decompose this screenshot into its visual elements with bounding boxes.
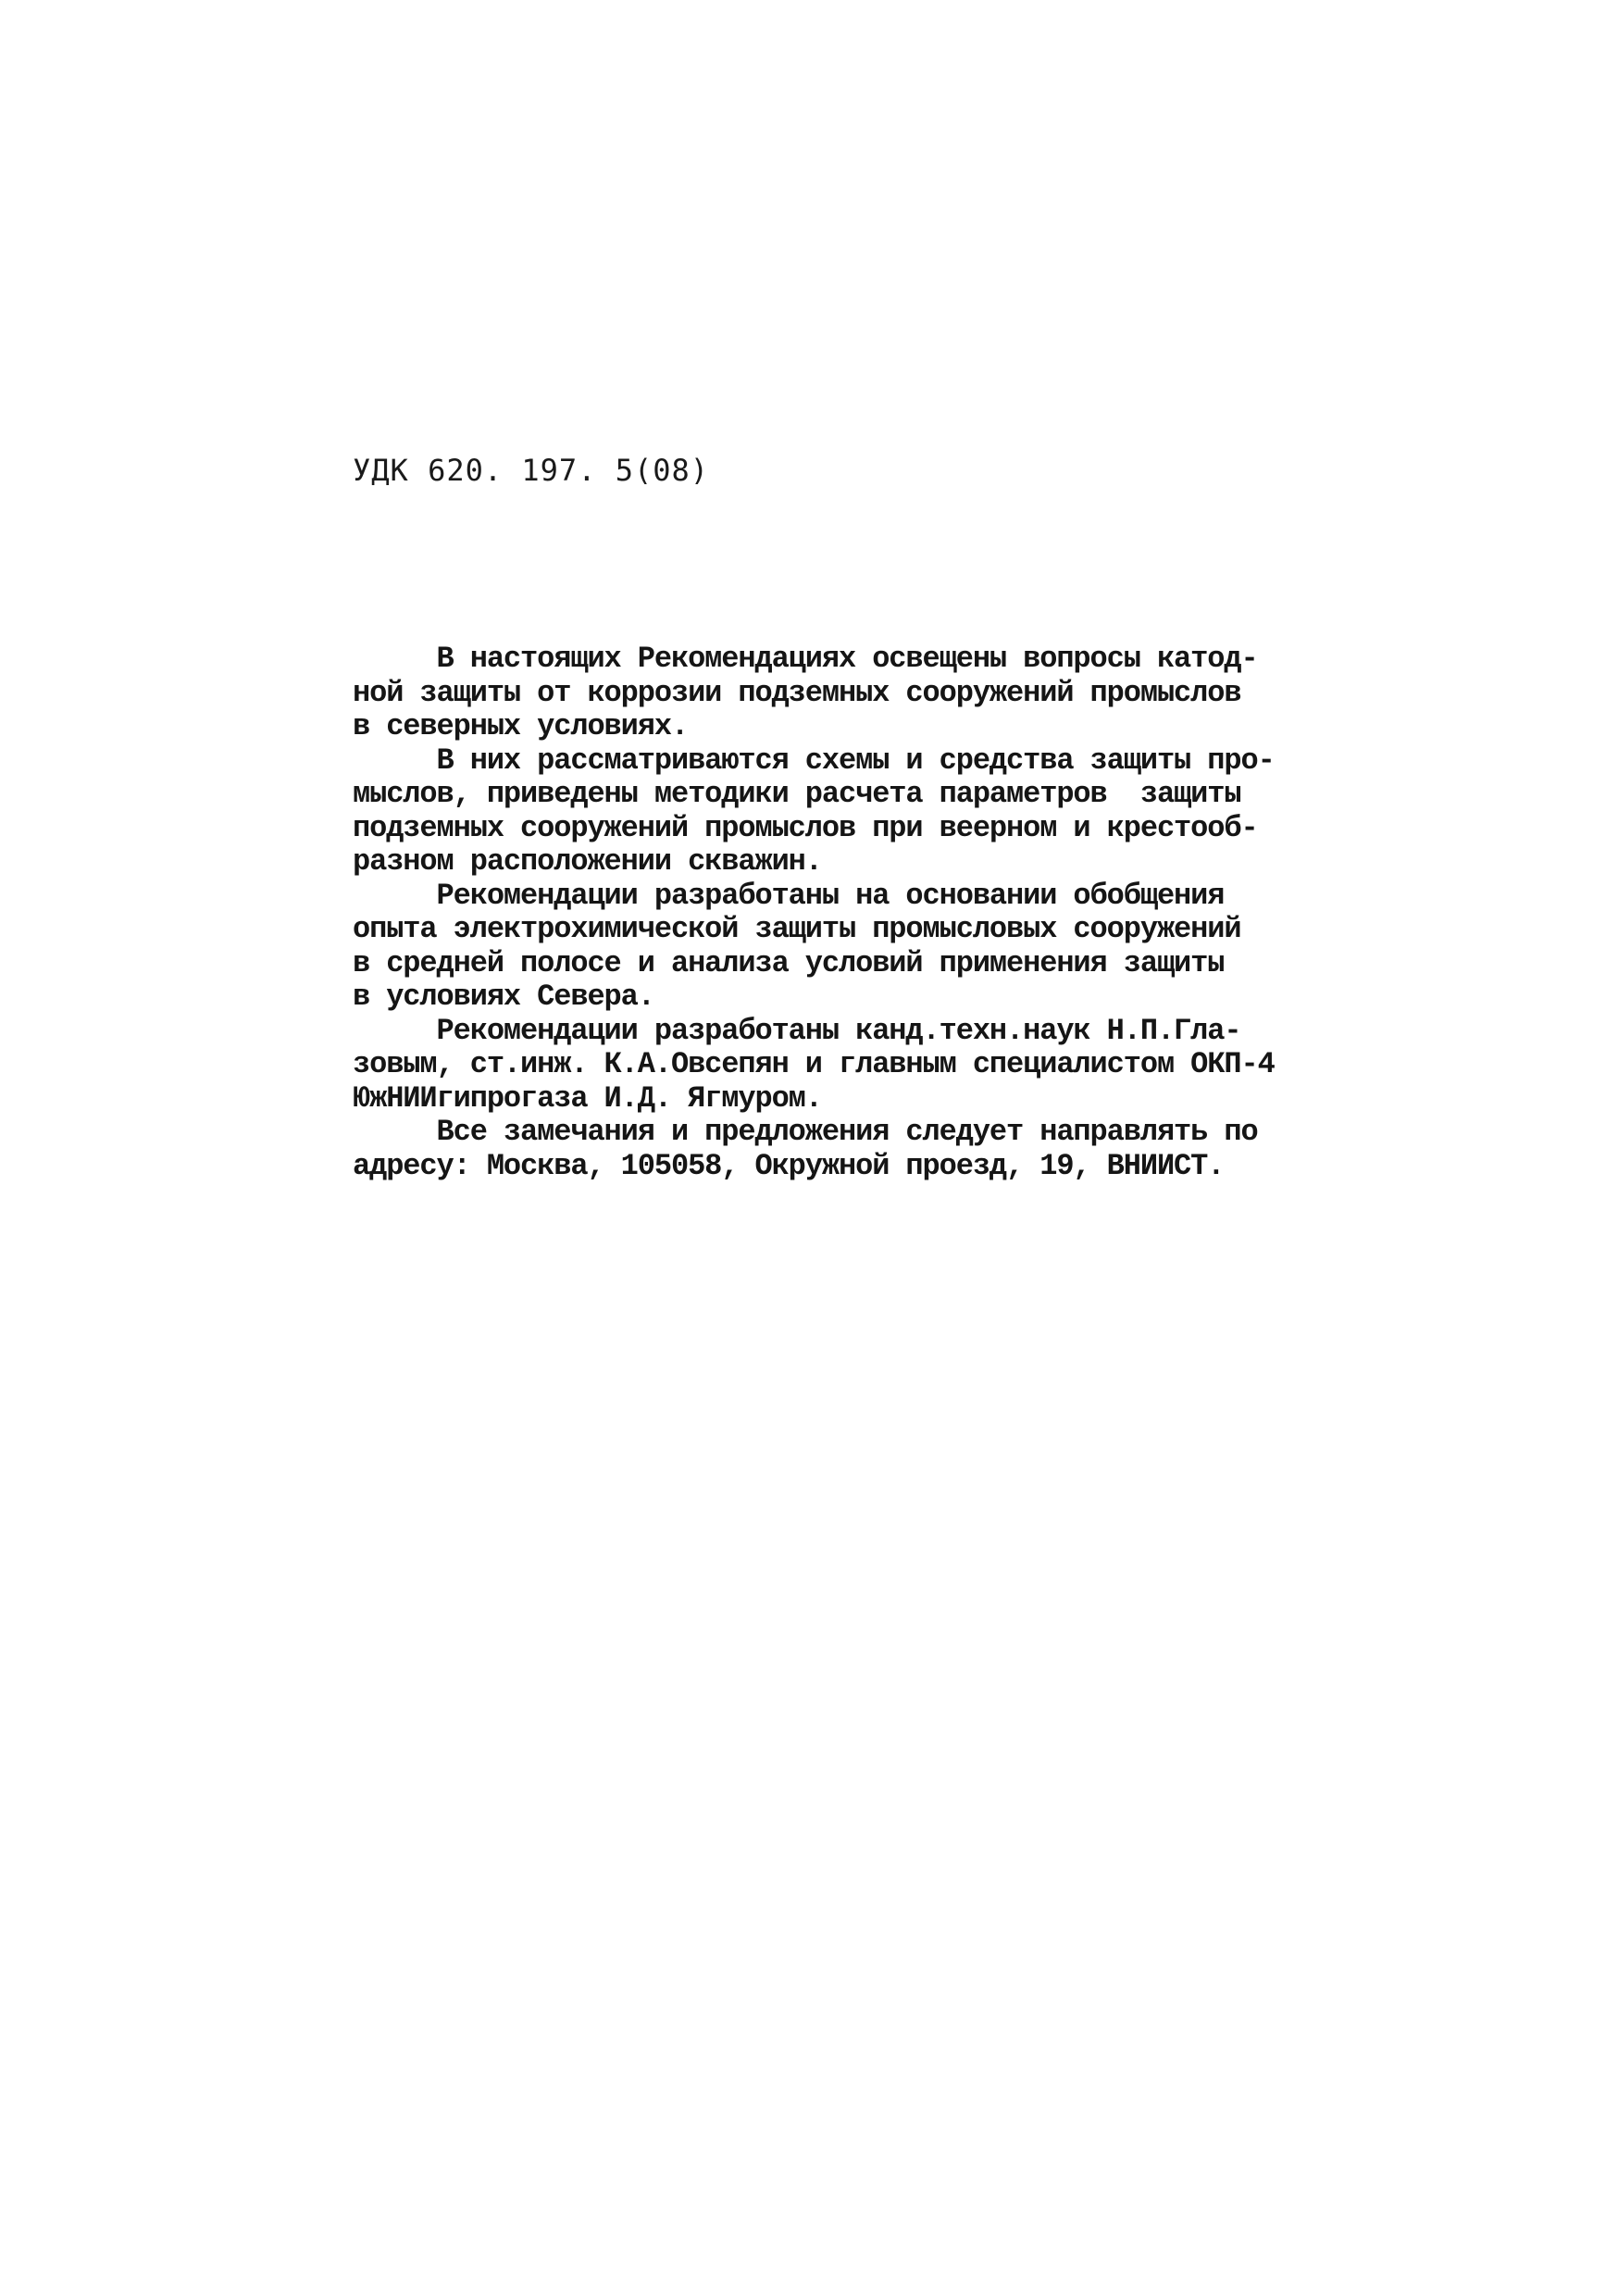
- text-line: в средней полосе и анализа условий применения защиты: [353, 945, 1225, 980]
- abstract-text: [353, 643, 1408, 1183]
- text-line: адресу: Москва, 105058, Окружной проезд, 19, ВНИИСТ.: [353, 1148, 1225, 1183]
- text-line: разном расположении скважин.: [353, 844, 822, 879]
- text-line: ной защиты от коррозии подземных сооружений промыслов: [353, 675, 1241, 710]
- text-line: Рекомендации разработаны канд.техн.наук Н.П.Гла-: [353, 1013, 1241, 1048]
- text-line: в условиях Севера.: [353, 980, 654, 1014]
- text-line: В них рассматриваются схемы и средства защиты про-: [353, 742, 1275, 778]
- udk-code: УДК 620. 197. 5(08): [353, 453, 710, 488]
- text-line: в северных условиях.: [353, 709, 689, 743]
- text-line: мыслов, приведены методики расчета параметров защиты: [353, 777, 1241, 811]
- text-line: подземных сооружений промыслов при веерном и крестооб-: [353, 810, 1258, 845]
- text-line: Все замечания и предложения следует направлять по: [353, 1115, 1258, 1149]
- text-line: В настоящих Рекомендациях освещены вопросы катод-: [353, 642, 1258, 676]
- text-line: Рекомендации разработаны на основании обобщения: [353, 878, 1225, 913]
- text-line: опыта электрохимической защиты промысловых сооружений: [353, 912, 1241, 946]
- text-line: зовым, ст.инж. К.А.Овсепян и главным специалистом ОКП-4: [353, 1047, 1275, 1081]
- text-line: ЮжНИИгипрогаза И.Д. Ягмуром.: [353, 1080, 822, 1116]
